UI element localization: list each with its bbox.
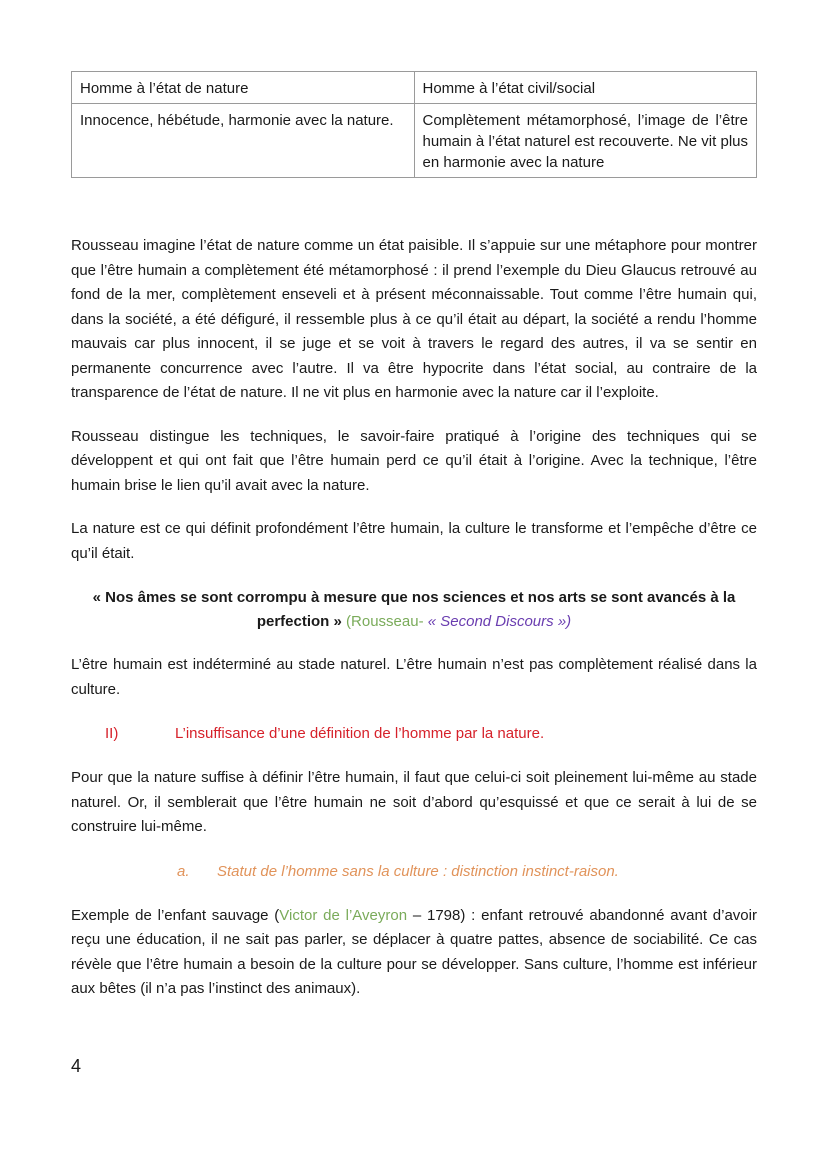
subsection-heading	[71, 860, 757, 884]
quote-paren: (	[341, 613, 352, 630]
quote-work: « Second Discours »)	[427, 613, 572, 630]
paragraph-indetermined: L’être humain est indéterminé au stade naturel. L’être humain n’est pas complètement réalisé dans la culture.	[71, 656, 757, 698]
wild-child-text: – 1798) : enfant retrouvé abandonné avant d’avoir reçu une éducation, il ne sait pas parler, se déplacer à quatre pattes, absence de sociabilité. Ce cas révèle que l’être humain a besoin de la culture pour se développer. Sans culture, l’homme est inférieur aux bêtes (il n’a pas l’instinct des animaux).	[71, 906, 757, 997]
table-cell-civil: Complètement métamorphosé, l’image de l’être humain à l’état naturel est recouverte. Ne vit plus en harmonie avec la nature	[414, 104, 757, 178]
paragraph-techniques: Rousseau distingue les techniques, le savoir-faire pratiqué à l’origine des techniques qui se développent et qui ont fait que l’être humain perd ce qu’il était à l’origine. Avec la technique, l’être humain brise le lien qu’il avait avec la nature.	[71, 427, 757, 494]
subsection-letter: a.	[177, 862, 190, 880]
paragraph-nature-defines: La nature est ce qui définit profondément l’être humain, la culture le transforme et l’empêche d’être ce qu’il était.	[71, 520, 757, 562]
wild-child-intro: Exemple de l’enfant sauvage (	[71, 906, 280, 924]
table-row	[72, 104, 757, 178]
page-number: 4	[71, 1056, 82, 1076]
wild-child-name: Victor de l’Aveyron	[279, 906, 408, 924]
table-header-nature: Homme à l’état de nature	[72, 72, 415, 104]
paragraph-rousseau-state-of-nature: Rousseau imagine l’état de nature comme un état paisible. Il s’appuie sur une métaphore pour montrer que l’être humain a complètement été métamorphosé : il prend l’exemple du Dieu Glaucus retrouvé au fond de la mer, complètement enseveli et à présent méconnaissable. Tout comme l’être humain qui, dans la société, a été défiguré, il ressemble plus à ce qu’il était au départ, la société a rendu l’homme mauvais car plus innocent, il se juge et se voit à travers le regard des autres, il va se sentir en permanente concurrence avec l’autre. Il va être hypocrite dans l’état social, au contraire de la transparence de l’état de nature. Il ne vit plus en harmonie avec la nature car il l’exploite.	[71, 237, 757, 401]
section-title: L’insuffisance d’une définition de l’homme par la nature.	[175, 725, 545, 742]
rousseau-quote	[71, 586, 757, 634]
section-heading	[71, 722, 757, 746]
quote-text: « Nos âmes se sont corrompu à mesure que nos sciences et nos arts se sont avancés à la perfection »	[92, 589, 736, 630]
section-number: II)	[105, 725, 119, 742]
paragraph-insufficiency: Pour que la nature suffise à définir l’être humain, il faut que celui-ci soit pleinement lui-même au stade naturel. Or, il semblerait que l’être humain ne soit d’abord qu’esquissé et que ce serait à lui de se construire lui-même.	[71, 769, 757, 835]
quote-author: Rousseau	[351, 613, 419, 630]
quote-dash: -	[418, 613, 428, 630]
subsection-title: Statut de l’homme sans la culture : distinction instinct-raison.	[217, 862, 619, 880]
comparison-table	[71, 71, 757, 178]
table-cell-nature: Innocence, hébétude, harmonie avec la nature.	[72, 104, 415, 178]
table-header-civil: Homme à l’état civil/social	[414, 72, 757, 104]
document-page	[71, 71, 757, 1002]
table-header-row	[72, 72, 757, 104]
paragraph-wild-child	[71, 904, 757, 1002]
